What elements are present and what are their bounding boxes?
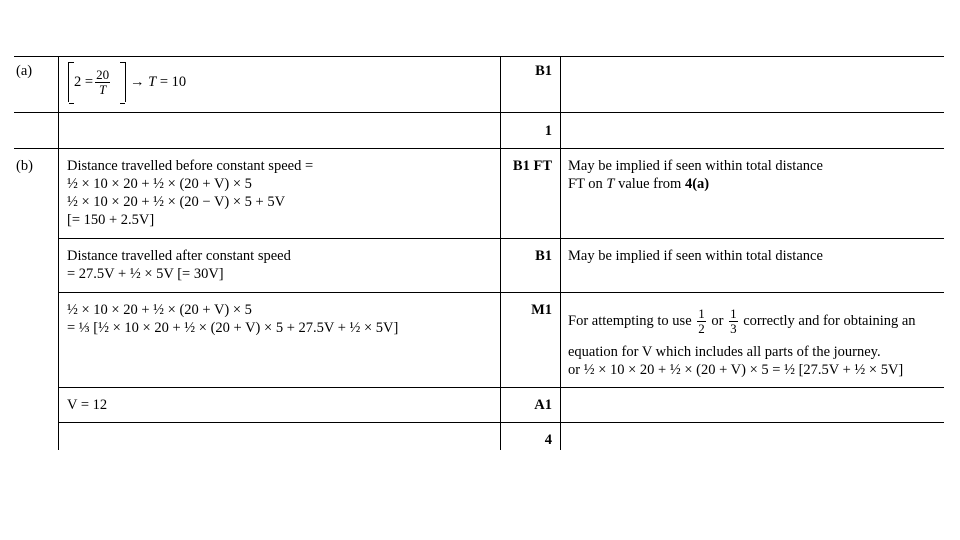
frac1-num: 1 xyxy=(698,306,705,322)
rule-b-row2-top xyxy=(58,238,944,239)
part-a-eq-num: 20 xyxy=(96,67,110,83)
part-a-total: 1 xyxy=(544,123,552,139)
rule-a-total-top xyxy=(14,112,944,113)
rule-top xyxy=(14,56,944,57)
part-b-row3-line1: ½ × 10 × 20 + ½ × (20 + V) × 5 xyxy=(67,302,252,318)
part-a-result xyxy=(130,73,186,91)
fraction-one-half xyxy=(697,307,706,336)
part-b-row2-line2: = 27.5V + ½ × 5V [= 30V] xyxy=(67,266,224,282)
part-b-row3-mark: M1 xyxy=(531,302,552,318)
ft-prefix: FT on xyxy=(568,176,607,192)
part-b-row1-mark: B1 FT xyxy=(512,158,552,174)
part-b-row1-line3: ½ × 10 × 20 + ½ × (20 − V) × 5 + 5V xyxy=(67,194,286,210)
part-b-row2-mark: B1 xyxy=(535,248,552,264)
part-a-label: (a) xyxy=(16,63,33,79)
ft-ref: 4(a) xyxy=(684,176,710,192)
part-a-eq-prefix: 2 = xyxy=(74,74,94,90)
part-b-row1-guidance-line1: May be implied if seen within total distance xyxy=(568,158,823,174)
part-b-total: 4 xyxy=(544,432,552,448)
rule-b-total-top xyxy=(58,422,944,423)
part-b-row2-guidance: May be implied if seen within total distance xyxy=(568,248,823,264)
part-b-row1-line2: ½ × 10 × 20 + ½ × (20 + V) × 5 xyxy=(67,176,252,192)
ft-mid: value from xyxy=(614,176,685,192)
guidance-or: or xyxy=(711,313,724,329)
part-a-result-var: T xyxy=(148,74,157,90)
fraction-one-third xyxy=(729,307,738,336)
part-b-row3-guidance-line3: or ½ × 10 × 20 + ½ × (20 + V) × 5 = ½ [27.5V + ½ × 5V] xyxy=(568,362,904,378)
frac1-den: 2 xyxy=(698,321,705,337)
rule-b-row4-top xyxy=(58,387,944,388)
part-b-row2-line1: Distance travelled after constant speed xyxy=(67,248,291,264)
ft-var: T xyxy=(606,176,615,192)
part-a-equation xyxy=(74,64,112,100)
part-a-eq-fraction xyxy=(95,68,110,97)
part-b-label: (b) xyxy=(16,158,33,174)
guidance-post: correctly and for obtaining an xyxy=(743,313,916,329)
part-b-row1-line1: Distance travelled before constant speed = xyxy=(67,158,314,174)
frac2-den: 3 xyxy=(730,321,737,337)
arrow-symbol: → xyxy=(130,74,145,90)
part-a-mark: B1 xyxy=(535,63,552,79)
part-b-row3-guidance-line2: equation for V which includes all parts of the journey. xyxy=(568,344,881,360)
guidance-pre: For attempting to use xyxy=(568,313,692,329)
rule-col-mark-left xyxy=(500,56,501,450)
rule-b-row3-top xyxy=(58,292,944,293)
part-a-result-value: = 10 xyxy=(156,74,187,90)
frac2-num: 1 xyxy=(730,306,737,322)
part-a-eq-den: T xyxy=(98,82,107,98)
part-b-row1-line4: [= 150 + 2.5V] xyxy=(67,212,155,228)
part-b-row3-guidance-line1 xyxy=(568,301,916,341)
part-b-row4-answer: V = 12 xyxy=(67,397,108,413)
part-b-row4-mark: A1 xyxy=(534,397,552,413)
part-b-row3-line2: = ⅓ [½ × 10 × 20 + ½ × (20 + V) × 5 + 27.5V + ½ × 5V] xyxy=(67,320,399,336)
rule-col-guidance-left xyxy=(560,56,561,450)
part-b-row1-guidance-line2 xyxy=(568,175,709,193)
rule-col-answer-left xyxy=(58,56,59,450)
rule-b-top xyxy=(14,148,944,149)
